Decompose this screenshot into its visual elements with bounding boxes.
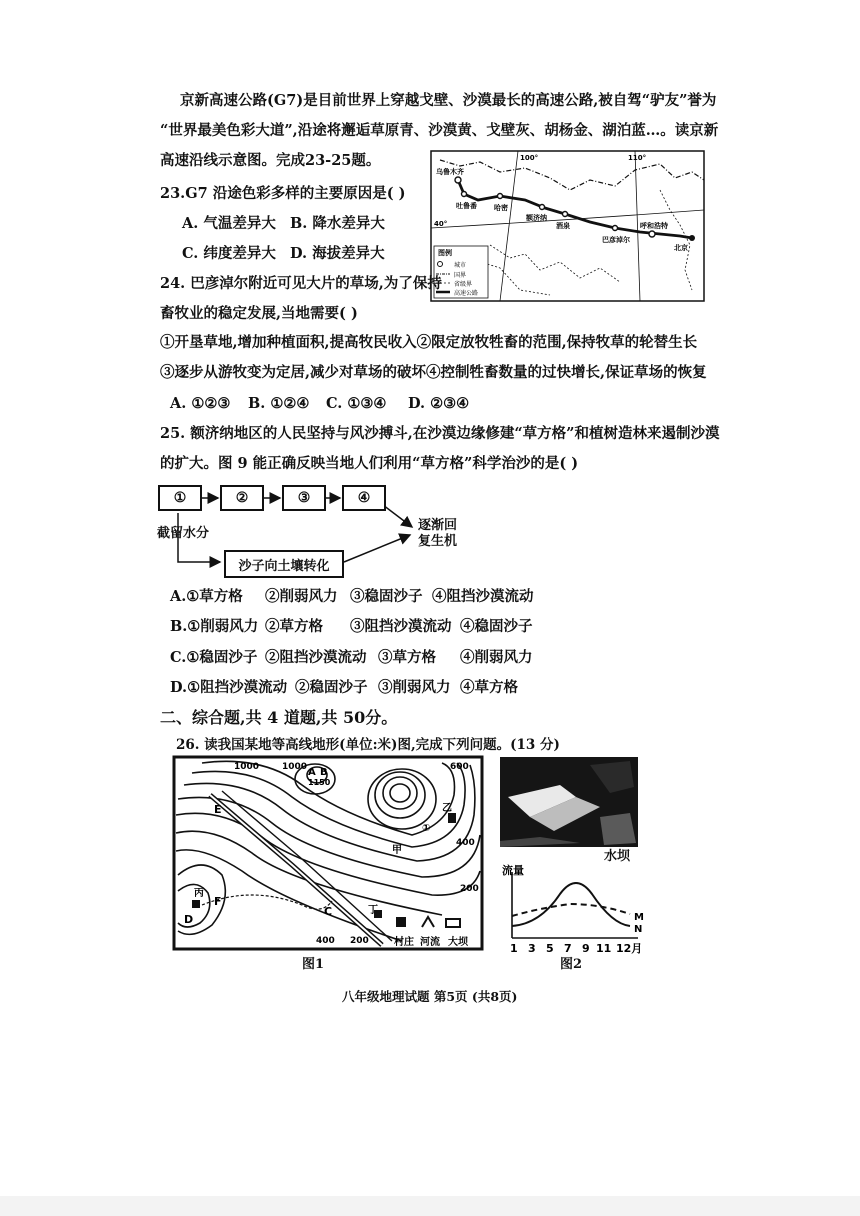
month-7: 7 — [564, 942, 572, 955]
flow-label-recover-1: 逐渐回 — [418, 518, 458, 533]
flow-box-3: ③ — [282, 485, 326, 511]
month-9: 9 — [582, 942, 590, 955]
q25-c-2: ②阻挡沙漠流动 — [265, 649, 367, 666]
q25-d-3: ③削弱风力 — [378, 679, 451, 696]
contour-label-4: 400 — [456, 838, 475, 848]
point-a: A — [308, 767, 316, 778]
map-lon-left: 100° — [520, 154, 539, 162]
point-e: E — [214, 803, 222, 816]
q24-option-b: B. ①②④ — [248, 395, 310, 412]
dam-photo — [500, 757, 638, 847]
point-yi: 乙 — [442, 803, 452, 814]
q25-b-1: B.①削弱风力 — [170, 618, 259, 635]
map-label-hami: 哈密 — [494, 204, 508, 212]
month-3: 3 — [528, 942, 536, 955]
figure2-ylabel: 流量 — [502, 864, 524, 877]
figure1-caption: 图1 — [302, 957, 325, 972]
section-2-title: 二、综合题,共 4 道题,共 50分。 — [160, 708, 398, 727]
legend-river: 河流 — [420, 937, 440, 948]
q25-b-2: ②草方格 — [265, 618, 323, 635]
point-ding: 丁 — [368, 905, 378, 916]
point-d: D — [184, 913, 194, 926]
map-legend-highway: 高速公路 — [454, 290, 479, 297]
q24-stem-2: 畜牧业的稳定发展,当地需要( ) — [160, 305, 358, 322]
q26-stem: 26. 读我国某地等高线地形(单位:米)图,完成下列问题。(13 分) — [176, 737, 560, 753]
month-1: 1 — [510, 942, 518, 955]
contour-label-5: 200 — [460, 884, 479, 894]
point-bing: 丙 — [194, 888, 204, 899]
scan-bottom-edge — [0, 1196, 860, 1216]
q25-stem-1: 25. 额济纳地区的人民坚持与风沙搏斗,在沙漠边缘修建“草方格”和植树造林来遏制沙漠 — [160, 425, 720, 442]
contour-label-1: 1000 — [234, 762, 260, 772]
map-label-beijing: 北京 — [674, 244, 688, 252]
map-lon-right: 110° — [628, 154, 647, 162]
intro-line-3: 高速沿线示意图。完成23-25题。 — [160, 152, 381, 169]
q24-stem-1: 24. 巴彦淖尔附近可见大片的草场,为了保持 — [160, 275, 442, 292]
flow-box-1: ① — [158, 485, 202, 511]
q25-c-1: C.①稳固沙子 — [170, 649, 258, 666]
series-n-label: N — [634, 924, 643, 935]
contour-label-6: 400 — [316, 936, 335, 946]
map-lat: 40° — [434, 220, 448, 228]
intro-line-1: 京新高速公路(G7)是目前世界上穿越戈壁、沙漠最长的高速公路,被自驾“驴友”誉为 — [180, 92, 717, 109]
q25-d-2: ②稳固沙子 — [295, 679, 368, 696]
month-12: 12月 — [616, 942, 643, 955]
q24-statement-2: ③逐步从游牧变为定居,减少对草场的破坏④控制牲畜数量的过快增长,保证草场的恢复 — [160, 364, 707, 381]
q24-option-c: C. ①③④ — [326, 395, 387, 412]
map-label-ejina: 额济纳 — [526, 214, 547, 222]
point-c: C — [324, 905, 333, 918]
page-footer: 八年级地理试题 第5页 (共8页) — [342, 989, 518, 1004]
contour-map-figure1 — [172, 755, 484, 951]
q24-option-d: D. ②③④ — [408, 395, 470, 412]
flow-label-retain-water: 截留水分 — [157, 526, 210, 541]
q25-b-3: ③阻挡沙漠流动 — [350, 618, 452, 635]
contour-label-7: 200 — [350, 936, 369, 946]
map-label-tulufan: 吐鲁番 — [456, 202, 477, 210]
map-legend-title: 图例 — [438, 249, 452, 257]
q23-option-c: C. 纬度差异大 — [182, 245, 276, 262]
flow-label-recover-2: 复生机 — [418, 534, 458, 549]
dam-photo-caption: 水坝 — [604, 849, 631, 864]
q23-option-a: A. 气温差异大 — [182, 215, 276, 232]
map-label-bayannur: 巴彦淖尔 — [602, 236, 630, 244]
point-b: B — [320, 767, 328, 778]
point-f: F — [214, 895, 222, 908]
flow-box-4: ④ — [342, 485, 386, 511]
intro-line-2: “世界最美色彩大道”,沿途将邂逅草原青、沙漠黄、戈壁灰、胡杨金、湖泊蓝…。读京新 — [160, 122, 719, 139]
map-legend-city: 城市 — [454, 262, 467, 269]
q25-stem-2: 的扩大。图 9 能正确反映当地人们利用“草方格”科学治沙的是( ) — [160, 455, 579, 472]
contour-label-3: 600 — [450, 762, 469, 772]
q25-b-4: ④稳固沙子 — [460, 618, 533, 635]
q23-option-d: D. 海拔差异大 — [290, 245, 385, 262]
figure2-caption: 图2 — [560, 957, 583, 972]
point-circle-1: ① — [422, 823, 431, 834]
flow-box-sand-to-soil: 沙子向土壤转化 — [224, 550, 344, 578]
q25-c-3: ③草方格 — [378, 649, 436, 666]
q25-a-2: ②削弱风力 — [265, 588, 338, 605]
flow-chart-figure2 — [500, 864, 648, 956]
map-label-urumqi: 乌鲁木齐 — [436, 168, 464, 176]
map-legend-province: 省级界 — [454, 281, 473, 288]
q25-c-4: ④削弱风力 — [460, 649, 533, 666]
month-11: 11 — [596, 942, 612, 955]
legend-village: 村庄 — [394, 937, 414, 948]
peak-elevation: 1150 — [308, 778, 331, 787]
legend-dam: 大坝 — [448, 937, 468, 948]
g7-highway-map — [430, 150, 705, 302]
month-5: 5 — [546, 942, 554, 955]
q23-stem: 23.G7 沿途色彩多样的主要原因是( ) — [160, 185, 406, 202]
q24-statement-1: ①开垦草地,增加种植面积,提高牧民收入②限定放牧牲畜的范围,保持牧草的轮替生长 — [160, 334, 698, 351]
q24-option-a: A. ①②③ — [170, 395, 231, 412]
q25-a-4: ④阻挡沙漠流动 — [432, 588, 534, 605]
series-m-label: M — [634, 912, 644, 923]
map-label-jiuquan: 酒泉 — [556, 222, 570, 230]
q25-a-1: A.①草方格 — [170, 588, 243, 605]
q25-d-4: ④草方格 — [460, 679, 518, 696]
map-legend-border: 国界 — [454, 272, 467, 279]
map-label-hohhot: 呼和浩特 — [640, 222, 668, 230]
q23-option-b: B. 降水差异大 — [290, 215, 385, 232]
flow-box-2: ② — [220, 485, 264, 511]
point-jia: 甲 — [392, 845, 402, 856]
contour-label-2: 1000 — [282, 762, 308, 772]
q25-a-3: ③稳固沙子 — [350, 588, 423, 605]
q25-d-1: D.①阻挡沙漠流动 — [170, 679, 288, 696]
